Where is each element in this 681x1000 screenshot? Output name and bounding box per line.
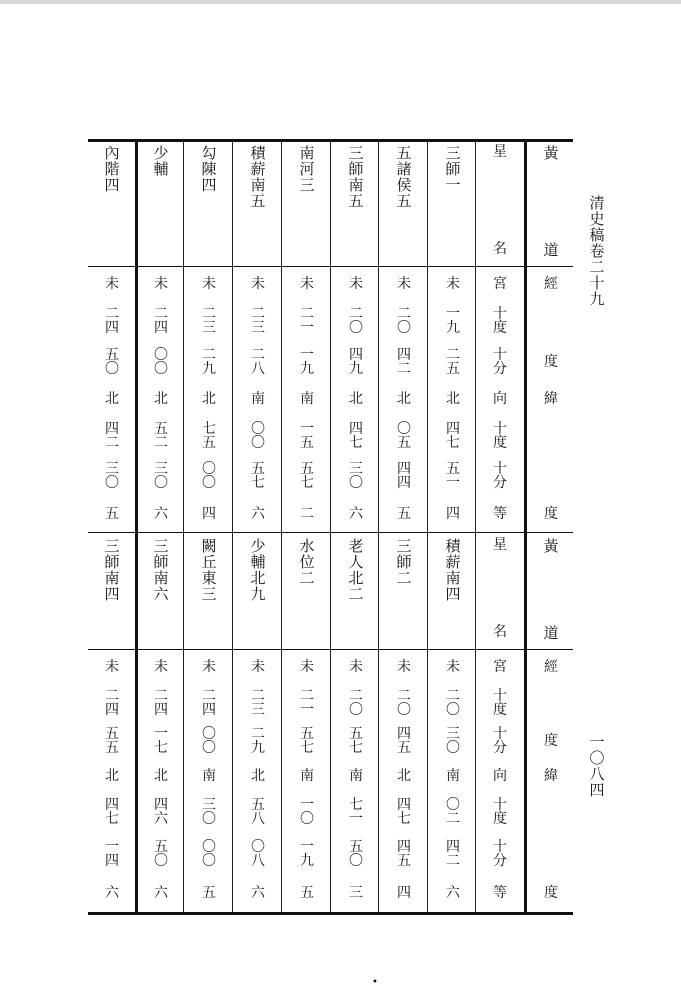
- table-cell: 五 七: [300, 726, 314, 756]
- table-cell: 二 九: [202, 346, 216, 377]
- row-label: 宮: [493, 275, 507, 292]
- table-cell: 三 〇: [154, 461, 168, 491]
- table-cell: 一 五: [300, 420, 314, 451]
- star-name-header: 積 薪 南 四: [445, 537, 461, 603]
- table-cell: 四 二: [446, 838, 460, 869]
- table-cell: 四 七: [446, 420, 460, 451]
- ecliptic-label: 經: [544, 275, 558, 292]
- table-cell: 北: [349, 391, 363, 407]
- table-cell: 南: [251, 391, 265, 407]
- column-rule: [427, 139, 428, 915]
- star-name-header: 三 師 南 五: [348, 144, 364, 210]
- table-cell: 二 四: [202, 687, 216, 718]
- table-cell: 六: [446, 885, 460, 901]
- row-label: 向: [493, 391, 507, 407]
- star-name-header: 少 輔: [153, 144, 169, 178]
- star-name-header: 五 諸 侯 五: [396, 144, 412, 210]
- star-name-header: 三 師 一: [445, 144, 461, 194]
- column-rule: [281, 139, 282, 915]
- table-cell: 五 〇: [154, 838, 168, 869]
- table-cell: 一 九: [300, 346, 314, 377]
- table-cell: 南: [300, 391, 314, 407]
- star-name-header: 老 人 北 二: [348, 537, 364, 603]
- label-header-top: 星: [493, 537, 507, 553]
- page-number: 一 〇 八 四: [589, 733, 605, 799]
- table-cell: 六: [349, 506, 363, 522]
- row-label: 十 度: [493, 420, 507, 451]
- star-name-header: 水 位 二: [299, 537, 315, 587]
- table-cell: 五: [397, 506, 411, 522]
- table-cell: 四 九: [349, 346, 363, 377]
- table-cell: 五 八: [251, 797, 265, 827]
- star-name-header: 內 階 四: [104, 144, 120, 194]
- table-cell: 南: [202, 768, 216, 784]
- table-cell: 五: [300, 885, 314, 901]
- star-name-header: 南 河 三: [299, 144, 315, 194]
- table-cell: 五 五: [105, 726, 119, 756]
- label-header-bottom: 名: [493, 241, 507, 257]
- ecliptic-label: 度: [544, 506, 558, 522]
- table-cell: 五: [105, 506, 119, 522]
- table-cell: 三 〇: [446, 726, 460, 756]
- table-cell: 五 一: [446, 461, 460, 491]
- table-cell: 未: [154, 275, 168, 292]
- table-cell: 二 四: [105, 687, 119, 718]
- label-header-bottom: 名: [493, 624, 507, 640]
- table-cell: 北: [251, 768, 265, 784]
- row-label: 十 分: [493, 346, 507, 377]
- table-cell: 六: [251, 506, 265, 522]
- table-cell: 北: [154, 391, 168, 407]
- table-cell: 三: [349, 885, 363, 901]
- row-label: 宮: [493, 658, 507, 675]
- table-cell: 五 二: [154, 420, 168, 451]
- table-cell: 五 七: [251, 461, 265, 491]
- table-cell: 四: [397, 885, 411, 901]
- table-cell: 四 七: [397, 797, 411, 827]
- star-catalogue-table: [88, 139, 573, 915]
- row-label: 等: [493, 506, 507, 522]
- running-title: 清 史 稿 卷 二 十 九: [589, 194, 605, 308]
- table-cell: 未: [446, 658, 460, 675]
- table-cell: 〇 〇: [202, 726, 216, 756]
- table-cell: 未: [105, 275, 119, 292]
- table-cell: 未: [251, 275, 265, 292]
- star-name-header: 三 師 南 四: [104, 537, 120, 603]
- table-cell: 六: [105, 885, 119, 901]
- table-cell: 未: [300, 658, 314, 675]
- column-rule: [330, 139, 331, 915]
- table-cell: 〇 八: [251, 838, 265, 869]
- table-cell: 三 〇: [349, 461, 363, 491]
- table-cell: 四 六: [154, 797, 168, 827]
- table-cell: 一 九: [300, 838, 314, 869]
- table-cell: 一 七: [154, 726, 168, 756]
- table-cell: 二 四: [105, 305, 119, 336]
- table-cell: 一 〇: [300, 797, 314, 827]
- table-cell: 二 〇: [349, 305, 363, 336]
- table-cell: 五 〇: [349, 838, 363, 869]
- table-cell: 〇 五: [397, 420, 411, 451]
- table-cell: 一 九: [446, 305, 460, 336]
- table-cell: 二 〇: [397, 687, 411, 718]
- table-cell: 二 三: [251, 305, 265, 336]
- table-cell: 四 四: [397, 461, 411, 491]
- star-name-header: 三 師 南 六: [153, 537, 169, 603]
- table-cell: 六: [154, 885, 168, 901]
- table-cell: 未: [446, 275, 460, 292]
- table-cell: 五: [202, 885, 216, 901]
- row-label: 等: [493, 885, 507, 901]
- star-name-header: 少 輔 北 九: [250, 537, 266, 603]
- table-cell: 未: [349, 658, 363, 675]
- ecliptic-label: 度: [544, 353, 558, 370]
- ecliptic-label: 度: [544, 885, 558, 901]
- table-cell: 未: [397, 658, 411, 675]
- row-label: 十 分: [493, 461, 507, 491]
- table-cell: 未: [397, 275, 411, 292]
- table-cell: 未: [251, 658, 265, 675]
- ecliptic-label: 度: [544, 733, 558, 749]
- table-cell: 〇 〇: [202, 461, 216, 491]
- ecliptic-label: 緯: [544, 391, 558, 407]
- table-cell: 二 三: [251, 687, 265, 718]
- table-cell: 七 一: [349, 797, 363, 827]
- table-cell: 未: [202, 658, 216, 675]
- label-header-top: 星: [493, 144, 507, 160]
- table-cell: 三 〇: [202, 797, 216, 827]
- row-label: 向: [493, 768, 507, 784]
- row-label: 十 度: [493, 305, 507, 336]
- table-cell: 五 〇: [105, 346, 119, 377]
- star-name-header: 勾 陳 四: [201, 144, 217, 194]
- table-cell: 南: [349, 768, 363, 784]
- table-cell: 四 七: [349, 420, 363, 451]
- table-cell: 二 一: [300, 305, 314, 336]
- footer-mark: •: [372, 977, 378, 988]
- table-cell: 北: [105, 768, 119, 784]
- table-cell: 〇 〇: [202, 838, 216, 869]
- row-label: 十 度: [493, 797, 507, 827]
- row-label: 十 分: [493, 838, 507, 869]
- table-cell: 未: [349, 275, 363, 292]
- table-cell: 二 九: [251, 726, 265, 756]
- table-cell: 六: [154, 506, 168, 522]
- table-cell: 四 五: [397, 838, 411, 869]
- table-cell: 五 七: [349, 726, 363, 756]
- table-cell: 五 七: [300, 461, 314, 491]
- table-cell: 二 五: [446, 346, 460, 377]
- table-cell: 北: [202, 391, 216, 407]
- table-cell: 四: [202, 506, 216, 522]
- row-label: 十 分: [493, 726, 507, 756]
- table-cell: 北: [397, 768, 411, 784]
- star-name-header: 三 師 二: [396, 537, 412, 587]
- table-cell: 南: [446, 768, 460, 784]
- column-rule: [232, 139, 233, 915]
- ecliptic-header-bottom: 道: [543, 241, 559, 259]
- table-cell: 未: [154, 658, 168, 675]
- table-cell: 三 〇: [105, 461, 119, 491]
- table-cell: 未: [105, 658, 119, 675]
- table-cell: 二: [300, 506, 314, 522]
- table-cell: 二 三: [202, 305, 216, 336]
- table-cell: 北: [154, 768, 168, 784]
- table-cell: 二 一: [300, 687, 314, 718]
- table-cell: 未: [202, 275, 216, 292]
- star-name-header: 闕 丘 東 三: [201, 537, 217, 603]
- table-cell: 南: [300, 768, 314, 784]
- table-cell: 六: [251, 885, 265, 901]
- table-cell: 北: [105, 391, 119, 407]
- table-cell: 一 四: [105, 838, 119, 869]
- scan-edge: [0, 0, 681, 4]
- table-cell: 北: [446, 391, 460, 407]
- table-cell: 四 二: [105, 420, 119, 451]
- table-cell: 四 七: [105, 797, 119, 827]
- row-label: 十 度: [493, 687, 507, 718]
- ecliptic-label: 緯: [544, 768, 558, 784]
- table-cell: 二 〇: [446, 687, 460, 718]
- ecliptic-label: 經: [544, 658, 558, 675]
- star-name-header: 積 薪 南 五: [250, 144, 266, 210]
- ecliptic-header-top: 黃: [543, 144, 559, 162]
- column-rule: [524, 139, 527, 915]
- table-cell: 二 四: [154, 305, 168, 336]
- table-cell: 四 五: [397, 726, 411, 756]
- ecliptic-header-top: 黃: [543, 537, 559, 555]
- ecliptic-header-bottom: 道: [543, 624, 559, 642]
- table-cell: 〇 〇: [251, 420, 265, 451]
- table-cell: 二 〇: [349, 687, 363, 718]
- table-cell: 二 四: [154, 687, 168, 718]
- table-cell: 四 二: [397, 346, 411, 377]
- table-cell: 〇 〇: [154, 346, 168, 377]
- table-cell: 二 〇: [397, 305, 411, 336]
- table-cell: 七 五: [202, 420, 216, 451]
- table-cell: 北: [397, 391, 411, 407]
- table-cell: 二 八: [251, 346, 265, 377]
- table-cell: 〇 二: [446, 797, 460, 827]
- table-cell: 未: [300, 275, 314, 292]
- table-cell: 四: [446, 506, 460, 522]
